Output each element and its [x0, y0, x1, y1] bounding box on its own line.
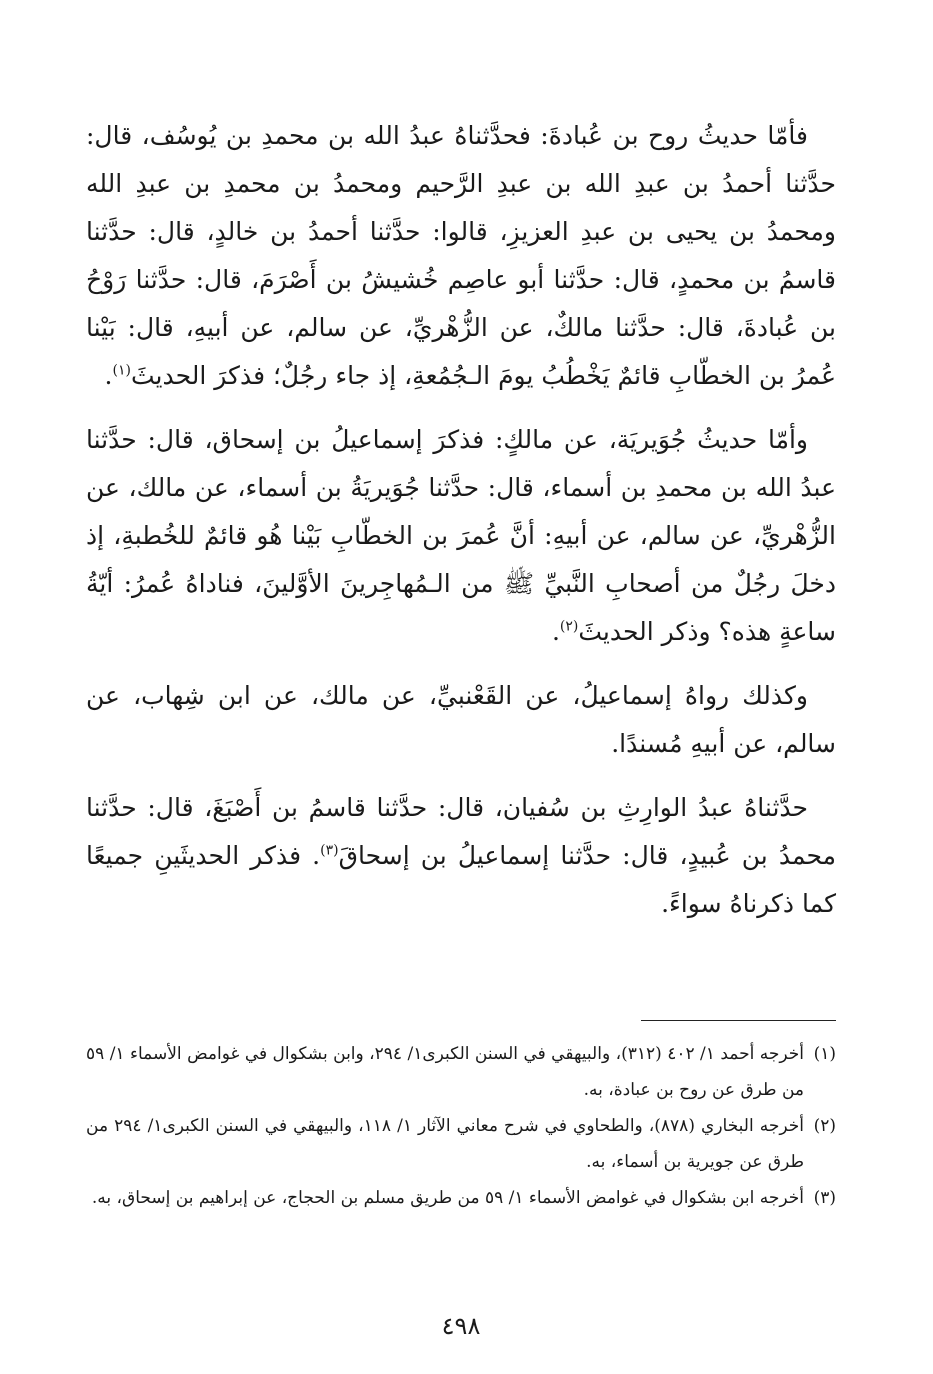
footnote-2 [86, 1108, 836, 1180]
paragraph-text: حدَّثناهُ عبدُ الوارِثِ بن سُفيان، قال: حدَّثنا قاسمُ بن أَصْبَغَ، قال: حدَّثنا محمدُ بن عُبيدٍ، قال: حدَّثنا إسماعيلُ بن إسحاقَ [86, 793, 836, 870]
footnote-separator [641, 1020, 836, 1021]
footnote-text: أخرجه أحمد ١/ ٤٠٢ (٣١٢)، والبيهقي في السنن الكبرى١/ ٢٩٤، وابن بشكوال في غوامض الأسماء ١/ ٥٩ من طرق عن روح بن عبادة، به. [86, 1044, 804, 1100]
footnote-number: (٣) [813, 1188, 836, 1208]
footnote-3 [86, 1180, 836, 1216]
footnote-text: أخرجه البخاري (٨٧٨)، والطحاوي في شرح معاني الآثار ١/ ١١٨، والبيهقي في السنن الكبرى١/ ٢٩٤ من طرق عن جويرية بن أسماء، به. [86, 1116, 804, 1172]
end-punctuation: . [551, 617, 560, 646]
footnote-text: أخرجه ابن بشكوال في غوامض الأسماء ١/ ٥٩ من طريق مسلم بن الحجاج، عن إبراهيم بن إسحاق، به. [91, 1188, 804, 1208]
paragraph-juwayriya-hadith [86, 416, 836, 656]
page-number: ٤٩٨ [441, 1312, 481, 1340]
paragraph-isnad [86, 784, 836, 928]
footnote-number: (١) [813, 1044, 836, 1064]
paragraph-text: فأمّا حديثُ روح بن عُبادةَ: فحدَّثناهُ عبدُ الله بن محمدِ بن يُوسُف، قال: حدَّثنا أحمدُ بن عبدِ الله بن عبدِ الرَّحيم ومحمدُ بن محمدِ بن عبدِ الله ومحمدُ بن يحيى بن عبدِ العزيزِ، قالوا: حدَّثنا أحمدُ بن خالدٍ، قال: حدَّثنا قاسمُ بن محمدٍ، قال: حدَّثنا أبو عاصِم خُشيشُ بن أَصْرَمَ، قال: حدَّثنا رَوْحُ بن عُبادةَ، قال: حدَّثنا مالكٌ، عن الزُّهْريِّ، عن سالم، عن أبيهِ، قال: بَيْنا عُمرُ بن الخطّابِ قائمٌ يَخْطُبُ يومَ الـجُمُعةِ، إذ جاء رجُلٌ؛ فذكرَ الحديثَ [86, 121, 836, 390]
paragraph-text-continued: . فذكر الحديثَينِ جميعًا كما ذكرناهُ سواءً. [86, 841, 836, 918]
footnote-ref-2: (٢) [559, 618, 579, 635]
paragraph-rawh-hadith [86, 112, 836, 400]
footnote-ref-1: (١) [112, 362, 131, 379]
main-text [86, 112, 836, 928]
book-page [86, 112, 837, 1340]
footnote-1 [86, 1036, 836, 1108]
footnote-ref-3: (٣) [320, 842, 339, 859]
paragraph-text: وكذلك رواهُ إسماعيلُ، عن القَعْنبيِّ، عن مالك، عن ابن شِهاب، عن سالم، عن أبيهِ مُسندًا. [86, 681, 836, 758]
footnote-number: (٢) [813, 1116, 836, 1136]
paragraph-text: وأمّا حديثُ جُوَيريَة، عن مالكٍ: فذكرَ إسماعيلُ بن إسحاق، قال: حدَّثنا عبدُ الله بن محمدِ بن أسماء، قال: حدَّثنا جُوَيريَةُ بن أسماء، عن مالك، عن الزُّهْريِّ، عن سالم، عن أبيهِ: أنَّ عُمرَ بن الخطّابِ بَيْنا هُو قائمٌ للخُطبةِ، إذ دخلَ رجُلٌ من أصحابِ النَّبيِّ ﷺ من الـمُهاجِرينَ الأوَّلينَ، فناداهُ عُمرُ: أيّةُ ساعةٍ هذه؟ وذكر الحديثَ [86, 425, 837, 646]
footnotes [86, 1036, 836, 1216]
paragraph-qanabi-narration [86, 672, 836, 768]
end-punctuation: . [104, 361, 113, 390]
